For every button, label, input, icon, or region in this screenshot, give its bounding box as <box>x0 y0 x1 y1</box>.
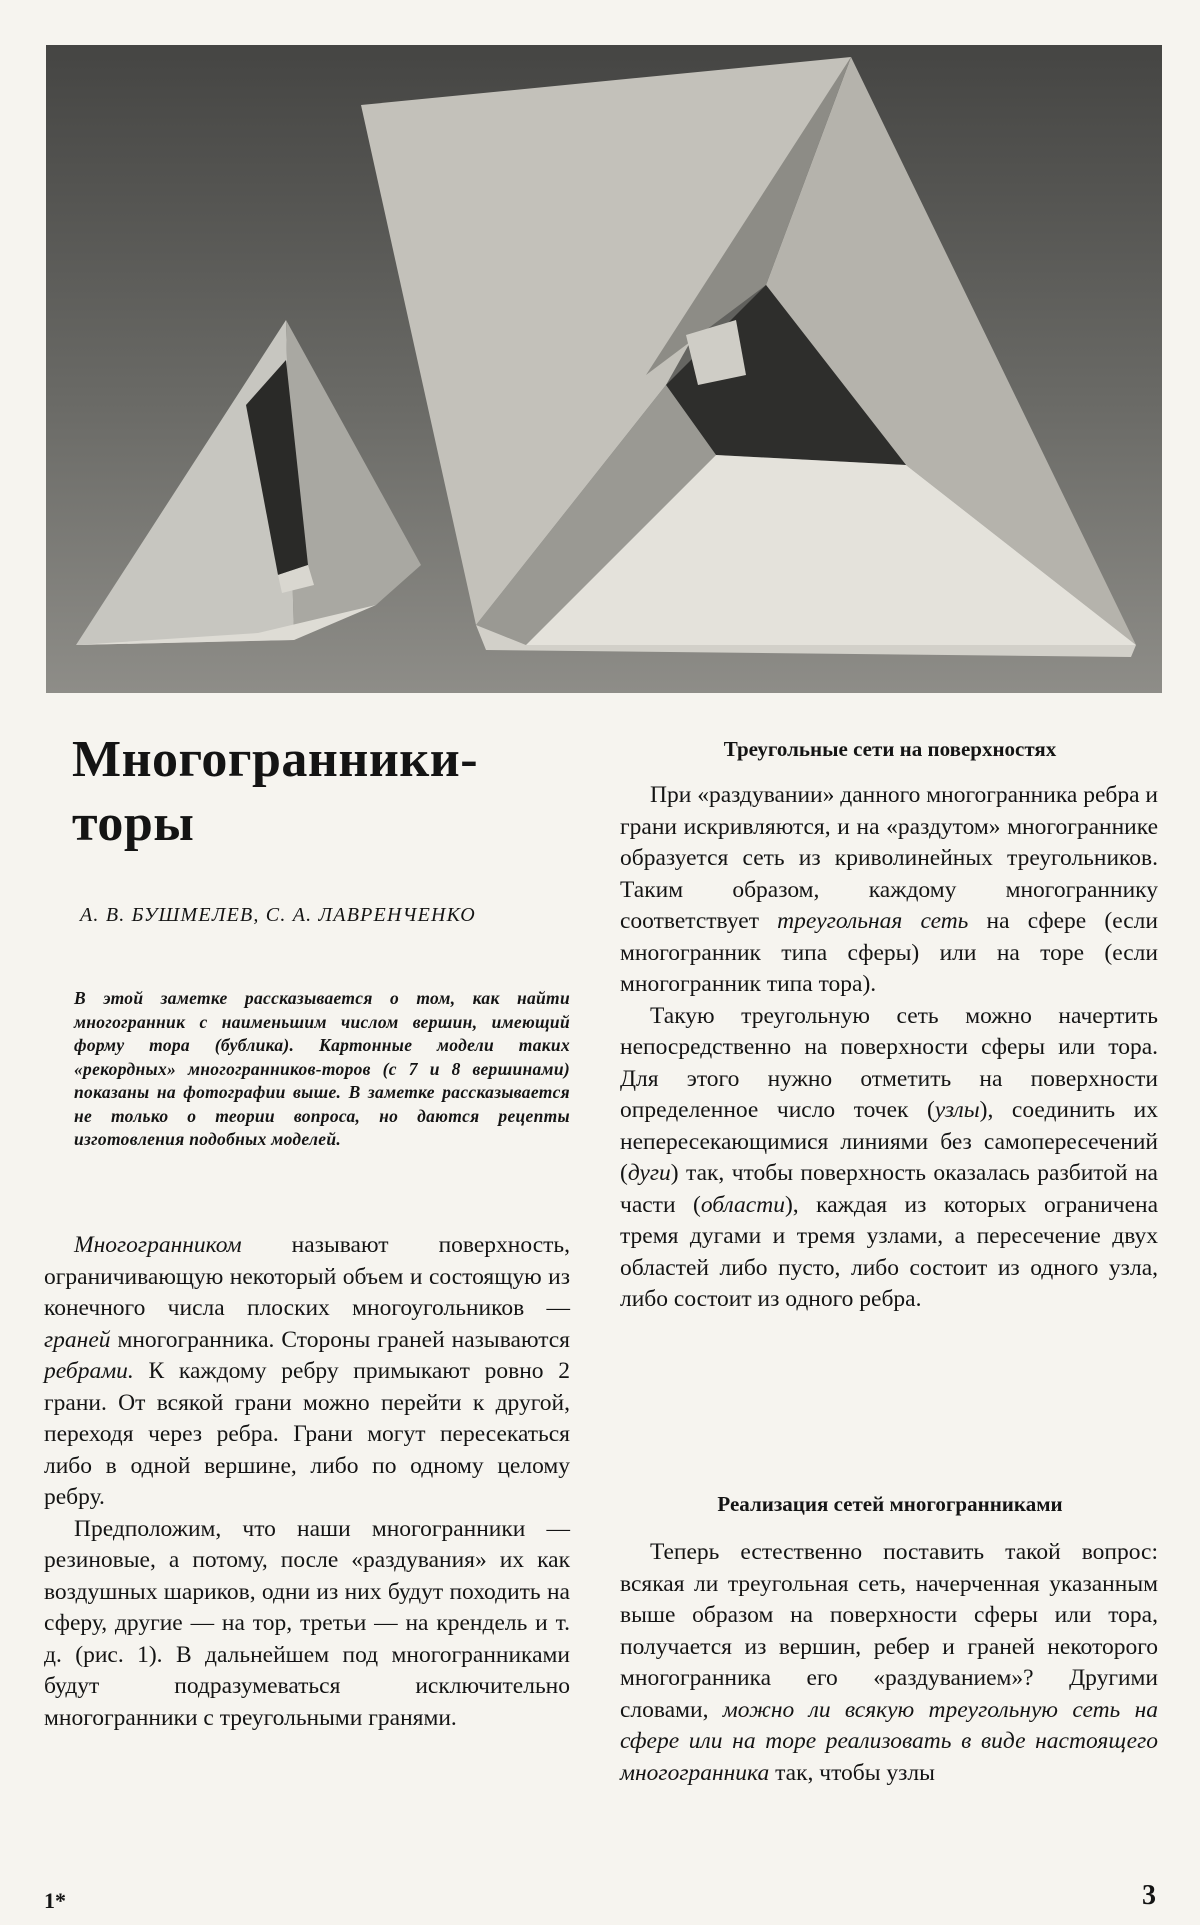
article-authors: А. В. БУШМЕЛЕВ, С. А. ЛАВРЕНЧЕНКО <box>80 904 476 926</box>
text-run: многогранника. Стороны граней называются <box>110 1326 570 1353</box>
text-run: Такую треугольную сеть можно начертить непосредственно на поверхности сферы или тора. Для этого нужно отметить на поверхности определенное число точек ( <box>620 1002 1158 1123</box>
left-column <box>44 1230 570 1734</box>
title-line-1: Многогранники- <box>72 731 479 788</box>
article-abstract: В этой заметке рассказывается о том, как найти многогранник с наименьшим числом вершин, имеющий форму тора (бублика). Картонные модели таких «рекордных» многогранников-торов (с 7 и 8 вершинами) показаны на фотографии выше. В заметке рассказывается не только о теории вопроса, но даются рецепты изготовления подобных моделей. <box>74 988 570 1149</box>
term-faces: граней <box>44 1326 111 1353</box>
article-title <box>72 728 572 856</box>
term-triangular-net: треугольная сеть <box>777 908 969 934</box>
page-number: 3 <box>1142 1880 1156 1911</box>
title-line-2: торы <box>72 795 195 852</box>
term-regions: области <box>700 1191 785 1218</box>
term-polyhedron: Многогранником <box>74 1232 242 1258</box>
text-run: Теперь естественно поставить такой вопрос: всякая ли треугольная сеть, начерченная указанным выше образом на поверхности сферы или тора, получается из вершин, ребер и граней некоторого многогранника его «раздуванием»? Другими словами, <box>620 1539 1158 1723</box>
text-run: называют поверхность, ограничивающую некоторый объем и состоящую из конечного числа плоских многоугольников — <box>44 1232 570 1321</box>
term-nodes: узлы <box>934 1097 980 1123</box>
section-heading-triangular-nets: Треугольные сети на поверхностях <box>723 737 1057 761</box>
paragraph-nets <box>620 780 1158 1001</box>
text-run: ) так, чтобы поверхность оказалась разбитой на части ( <box>620 1160 1158 1218</box>
text-run: К каждому ребру примыкают ровно 2 грани. От всякой грани можно перейти к другой, переходя через ребра. Грани могут пересекаться либо в одной вершине, либо по одному целому ребру. <box>44 1358 570 1510</box>
text-run: ), каждая из которых ограничена тремя дугами и тремя узлами, а пересечение двух областей либо пусто, либо состоит из одного узла, либо состоит из одного ребра. <box>620 1191 1159 1312</box>
term-arcs: дуги <box>627 1160 671 1186</box>
text-run: При «раздувании» данного многогранника ребра и грани искривляются, и на «раздутом» многограннике образуется сеть из криволинейных треугольников. Таким образом, каждому многограннику соответствует <box>620 782 1158 934</box>
paragraph-question <box>620 1537 1158 1789</box>
paragraph-inflation: Предположим, что наши многогранники — резиновые, а потому, после «раздувания» их как воздушных шариков, одни из них будут походить на сферу, другие — на тор, третьи — на крендель и т. д. (рис. 1). В дальнейшем под многогранниками будут подразумеваться исключительно многогранники с треугольными гранями. <box>44 1515 570 1731</box>
term-question: можно ли всякую треугольную сеть на сфере или на торе реализовать в виде настоящего многогранника <box>620 1696 1158 1786</box>
paragraph-drawing-net <box>620 1001 1158 1316</box>
term-edges: ребрами. <box>44 1358 134 1384</box>
right-column-top <box>620 780 1158 1316</box>
section-heading-realization: Реализация сетей многогранниками <box>717 1492 1063 1516</box>
paragraph-definition <box>44 1230 570 1514</box>
photo-polyhedra-models <box>46 45 1162 693</box>
signature-mark: 1* <box>44 1888 66 1913</box>
text-run: ), соединить их непересекающимися линиями без самопересечений ( <box>620 1097 1158 1186</box>
text-run: на сфере (если многогранник типа сферы) или на торе (если многогранник типа тора). <box>620 908 1158 997</box>
polyhedra-illustration <box>46 45 1162 693</box>
right-column-bottom <box>620 1537 1158 1789</box>
text-run: так, чтобы узлы <box>769 1759 935 1786</box>
